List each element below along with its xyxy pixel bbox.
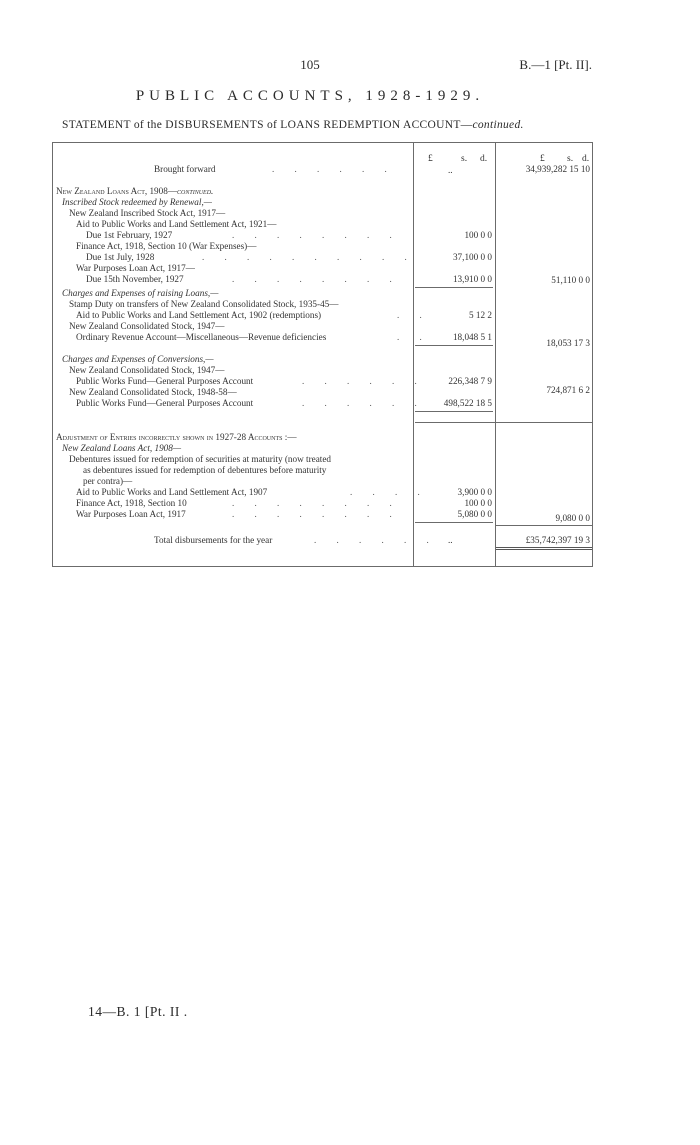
pwf-2: Public Works Fund—General Purposes Account bbox=[76, 398, 254, 408]
brought-forward-col1: .. bbox=[448, 165, 453, 175]
adjustment-heading: Adjustment of Entries incorrectly shown in 1927-28 Accounts :— bbox=[56, 432, 297, 442]
subtotal-rule bbox=[415, 411, 493, 412]
due-1st-july-1928: Due 1st July, 1928 bbox=[86, 252, 155, 262]
col2-shilling-header: s. bbox=[567, 154, 574, 164]
aid-public-works-1921: Aid to Public Works and Land Settlement Act, 1921— bbox=[76, 219, 277, 229]
aid-public-works-1902-amount: 5 12 2 bbox=[469, 310, 492, 320]
table-right-rule bbox=[592, 142, 593, 567]
charges-conversions-heading: Charges and Expenses of Conversions,— bbox=[62, 354, 214, 364]
leader-dots: . . bbox=[397, 332, 431, 342]
col2-pound-header: £ bbox=[540, 154, 545, 164]
subtotal-renewal: 51,110 0 0 bbox=[551, 275, 590, 285]
page-title: PUBLIC ACCOUNTS, 1928-1929. bbox=[135, 88, 485, 104]
leader-dots: . . . . . . . . bbox=[232, 498, 401, 508]
finance-act-1918b: Finance Act, 1918, Section 10 bbox=[76, 498, 187, 508]
subtotal-rule bbox=[496, 525, 592, 526]
debentures-line-2: as debentures issued for redemption of debentures before maturity bbox=[83, 465, 327, 475]
pwf-1: Public Works Fund—General Purposes Account bbox=[76, 376, 254, 386]
subtotal-adjustment: 9,080 0 0 bbox=[555, 513, 590, 523]
subtotal-raising: 18,053 17 3 bbox=[546, 338, 590, 348]
table-bottom-rule bbox=[52, 566, 593, 567]
nz-consolidated-1948: New Zealand Consolidated Stock, 1948-58— bbox=[69, 387, 237, 397]
page-number: 105 bbox=[300, 57, 320, 72]
war-purposes-1917: War Purposes Loan Act, 1917— bbox=[76, 263, 195, 273]
due-1st-feb-1927-amount: 100 0 0 bbox=[464, 230, 492, 240]
total-double-rule bbox=[496, 547, 592, 550]
leader-dots: . . . . . . bbox=[302, 376, 426, 386]
section-rule bbox=[415, 422, 593, 423]
statement-subtitle: STATEMENT of the DISBURSEMENTS of LOANS REDEMPTION ACCOUNT—continued. bbox=[62, 119, 524, 131]
nz-consolidated-1947b: New Zealand Consolidated Stock, 1947— bbox=[69, 365, 225, 375]
ordinary-revenue-amount: 18,048 5 1 bbox=[452, 332, 492, 342]
leader-dots: . . . . . . bbox=[314, 535, 438, 545]
nz-loans-act-heading: New Zealand Loans Act, 1908—continued. bbox=[56, 186, 214, 196]
stamp-duty: Stamp Duty on transfers of New Zealand Consolidated Stock, 1935-45— bbox=[69, 299, 339, 309]
total-col1: .. bbox=[448, 535, 453, 545]
inscribed-stock-heading: Inscribed Stock redeemed by Renewal,— bbox=[62, 197, 212, 207]
nz-inscribed-stock-act: New Zealand Inscribed Stock Act, 1917— bbox=[69, 208, 226, 218]
col1-pence-header: d. bbox=[480, 154, 488, 164]
col2-pence-header: d. bbox=[582, 154, 590, 164]
due-1st-feb-1927: Due 1st February, 1927 bbox=[86, 230, 173, 240]
war-purposes-1917b-amount: 5,080 0 0 bbox=[457, 509, 492, 519]
war-purposes-1917b: War Purposes Loan Act, 1917 bbox=[76, 509, 186, 519]
due-15th-nov-1927-amount: 13,910 0 0 bbox=[452, 274, 492, 284]
subtotal-rule bbox=[415, 287, 493, 288]
ordinary-revenue: Ordinary Revenue Account—Miscellaneous—Revenue deficiencies bbox=[76, 332, 327, 342]
finance-act-1918b-amount: 100 0 0 bbox=[464, 498, 492, 508]
pwf-2-amount: 498,522 18 5 bbox=[443, 398, 492, 408]
nz-consolidated-1947: New Zealand Consolidated Stock, 1947— bbox=[69, 321, 225, 331]
leader-dots: . . . . . . bbox=[302, 398, 426, 408]
disbursements-table bbox=[52, 142, 593, 567]
col1-pound-header: £ bbox=[428, 154, 433, 164]
leader-dots: . . . . . . . . bbox=[232, 274, 401, 284]
table-col2-rule bbox=[495, 142, 496, 567]
due-15th-nov-1927: Due 15th November, 1927 bbox=[86, 274, 184, 284]
leader-dots: . . . . bbox=[350, 487, 429, 497]
charges-raising-heading: Charges and Expenses of raising Loans,— bbox=[62, 288, 219, 298]
due-1st-july-1928-amount: 37,100 0 0 bbox=[452, 252, 492, 262]
pwf-1-amount: 226,348 7 9 bbox=[448, 376, 492, 386]
leader-dots: . . . . . . . . bbox=[232, 509, 401, 519]
leader-dots: . . . . . . . . bbox=[232, 230, 401, 240]
aid-public-works-1907: Aid to Public Works and Land Settlement Act, 1907 bbox=[76, 487, 268, 497]
table-top-rule bbox=[52, 142, 593, 143]
document-reference: B.—1 [Pt. II]. bbox=[519, 57, 592, 72]
aid-public-works-1902: Aid to Public Works and Land Settlement Act, 1902 (redemptions) bbox=[76, 310, 322, 320]
leader-dots: . . . . . . bbox=[272, 164, 396, 174]
aid-public-works-1907-amount: 3,900 0 0 bbox=[457, 487, 492, 497]
leader-dots: . . bbox=[397, 310, 431, 320]
col1-shilling-header: s. bbox=[461, 154, 468, 164]
leader-dots: . . . . . . . . . . bbox=[202, 252, 416, 262]
debentures-line-1: Debentures issued for redemption of securities at maturity (now treated bbox=[69, 454, 332, 464]
brought-forward-col2: 34,939,282 15 10 bbox=[525, 164, 590, 174]
footer-signature: 14—B. 1 [Pt. II . bbox=[88, 1004, 188, 1019]
total-col2: £35,742,397 19 3 bbox=[525, 535, 590, 545]
table-col1-rule bbox=[413, 142, 414, 567]
subtotal-rule bbox=[415, 522, 493, 523]
debentures-line-3: per contra)— bbox=[83, 476, 133, 486]
finance-act-1918: Finance Act, 1918, Section 10 (War Expenses)— bbox=[76, 241, 257, 251]
table-left-rule bbox=[52, 142, 53, 567]
brought-forward-label: Brought forward bbox=[154, 164, 216, 174]
total-label: Total disbursements for the year bbox=[154, 535, 273, 545]
nz-loans-act-1908: New Zealand Loans Act, 1908— bbox=[62, 443, 182, 453]
subtotal-rule bbox=[415, 345, 493, 346]
subtotal-conversions: 724,871 6 2 bbox=[546, 385, 590, 395]
